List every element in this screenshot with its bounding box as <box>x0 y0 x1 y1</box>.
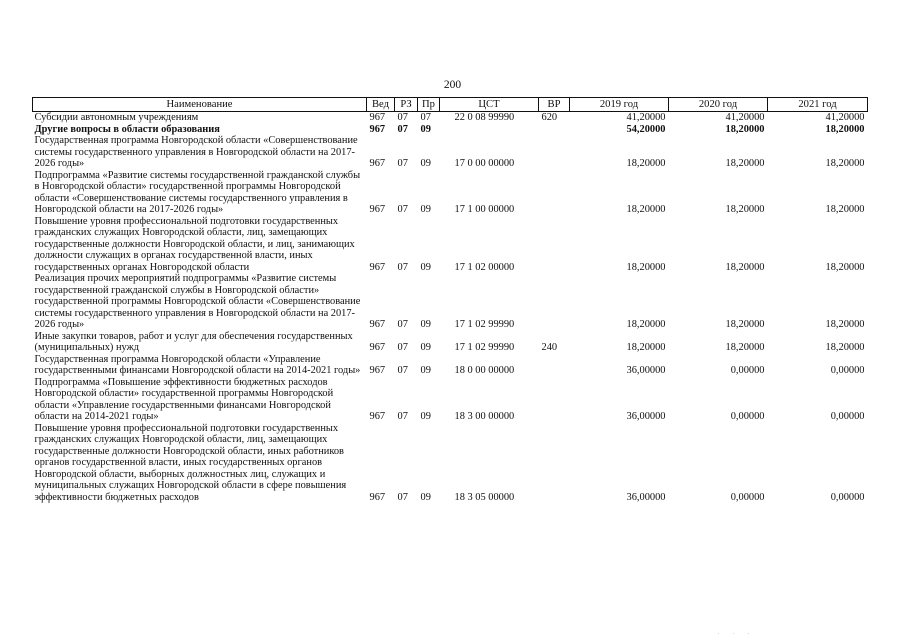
row-pr-cell: 09 <box>420 411 431 422</box>
row-2021-cell: 18,20000 <box>825 342 865 353</box>
row-pr-cell: 09 <box>420 261 431 273</box>
row-vr-cell <box>539 354 570 377</box>
row-name-cell: Субсидии автономным учреждениям <box>34 112 199 123</box>
row-rz-cell: 07 <box>397 411 408 422</box>
table-row <box>33 331 868 354</box>
row-name-cell: Подпрограмма «Повышение эффективности бюджетных расходов Новгородской области» государственной программы Новгородской области «Управление государственными финансами Новгородской области на 2014-2021 годы» <box>34 376 334 422</box>
row-cst-cell: 18 0 00 00000 <box>454 365 515 376</box>
row-2021-cell: 18,20000 <box>825 319 865 330</box>
row-2019-cell: 18,20000 <box>626 204 666 215</box>
page-number: 200 <box>443 79 462 91</box>
row-2021-cell: 0,00000 <box>830 365 865 376</box>
row-vr-cell <box>539 216 570 274</box>
header-vr: ВР <box>539 98 570 112</box>
table-body <box>33 112 868 504</box>
row-pr-cell: 09 <box>420 123 431 135</box>
row-2020-cell: 0,00000 <box>730 411 765 422</box>
header-rz: РЗ <box>395 98 418 112</box>
row-name-cell: Реализация прочих мероприятий подпрограммы «Развитие системы государственной гражданской службы в Новгородской области» государственной программы Новгородской области «Совершенствование системы государственного управления в Новгородской области на 2017-2026 годы» <box>34 273 361 330</box>
row-2021-cell: 18,20000 <box>825 123 865 135</box>
header-2019: 2019 год <box>570 98 669 112</box>
row-2019-cell: 41,20000 <box>626 112 666 123</box>
row-cst-cell: 17 1 00 00000 <box>454 204 515 215</box>
table-row <box>33 354 868 377</box>
header-cst: ЦСТ <box>440 98 539 112</box>
budget-table <box>32 97 868 503</box>
row-2020-cell: 0,00000 <box>730 491 765 503</box>
row-vr-cell <box>539 124 570 136</box>
row-rz-cell: 07 <box>397 123 408 135</box>
table-row <box>33 135 868 170</box>
row-2019-cell: 18,20000 <box>626 261 666 273</box>
row-name-cell: Государственная программа Новгородской области «Управление государственными финансами Новгородской области на 2014-2021 годы» <box>34 353 361 376</box>
header-2020: 2020 год <box>669 98 768 112</box>
table-row <box>33 273 868 331</box>
row-ved-cell: 967 <box>369 158 386 169</box>
row-ved-cell: 967 <box>369 491 386 503</box>
row-cst-cell <box>440 124 539 136</box>
row-name-cell: Повышение уровня профессиональной подготовки государственных гражданских служащих Новгородской области, лиц, замещающих государственные должности Новгородской области, и лиц, занимающих должности служащих в органах государственной власти, иных государственных органах Новгородской области <box>34 215 355 273</box>
row-rz-cell: 07 <box>397 158 408 169</box>
row-cst-cell: 17 1 02 99990 <box>454 342 515 353</box>
row-2020-cell: 18,20000 <box>725 158 765 169</box>
row-cst-cell: 17 0 00 00000 <box>454 158 515 169</box>
row-cst-cell: 18 3 00 00000 <box>454 411 515 422</box>
row-2020-cell: 18,20000 <box>725 342 765 353</box>
row-ved-cell: 967 <box>369 123 386 135</box>
row-ved-cell: 967 <box>369 204 386 215</box>
row-2021-cell: 18,20000 <box>825 261 865 273</box>
header-name: Наименование <box>33 98 367 112</box>
row-ved-cell: 967 <box>369 411 386 422</box>
row-vr-cell <box>539 423 570 504</box>
row-2019-cell: 36,00000 <box>626 491 666 503</box>
row-2019-cell: 18,20000 <box>626 319 666 330</box>
row-2021-cell: 0,00000 <box>830 411 865 422</box>
row-name-cell: Другие вопросы в области образования <box>34 123 220 135</box>
row-ved-cell: 967 <box>369 112 386 123</box>
row-2019-cell: 36,00000 <box>626 411 666 422</box>
table-row <box>33 423 868 504</box>
row-vr-cell <box>539 135 570 170</box>
row-pr-cell: 09 <box>420 342 431 353</box>
row-rz-cell: 07 <box>397 365 408 376</box>
header-2021: 2021 год <box>768 98 868 112</box>
row-2021-cell: 18,20000 <box>825 158 865 169</box>
row-2021-cell: 41,20000 <box>825 112 865 123</box>
row-name-cell: Повышение уровня профессиональной подготовки государственных гражданских служащих Новгородской области, лиц, замещающих государственные должности Новгородской области, иных работников органов государственной власти, иных государственных органов Новгородской области, выборных должностных лиц, служащих и муниципальных служащих Новгородской области в сфере повышения эффективности бюджетных расходов <box>34 422 347 503</box>
row-pr-cell: 09 <box>420 204 431 215</box>
row-ved-cell: 967 <box>369 342 386 353</box>
row-pr-cell: 07 <box>420 112 431 123</box>
row-name-cell: Государственная программа Новгородской области «Совершенствование системы государственного управления в Новгородской области на 2017-2026 годы» <box>34 135 358 169</box>
table-row <box>33 124 868 136</box>
row-rz-cell: 07 <box>397 319 408 330</box>
row-rz-cell: 07 <box>397 112 408 123</box>
row-2020-cell: 18,20000 <box>725 319 765 330</box>
row-pr-cell: 09 <box>420 158 431 169</box>
header-ved: Вед <box>367 98 395 112</box>
row-2019-cell: 18,20000 <box>626 342 666 353</box>
row-rz-cell: 07 <box>397 261 408 273</box>
row-pr-cell: 09 <box>420 365 431 376</box>
row-vr-cell <box>539 377 570 423</box>
row-2019-cell: 54,20000 <box>626 123 666 135</box>
row-ved-cell: 967 <box>369 365 386 376</box>
table-row <box>33 112 868 124</box>
row-2019-cell: 36,00000 <box>626 365 666 376</box>
row-name-cell: Подпрограмма «Развитие системы государственной гражданской службы в Новгородской области» государственной программы Новгородской области «Совершенствование системы государственного управления в Новгородской области на 2017-2026 годы» <box>34 169 361 215</box>
row-ved-cell: 967 <box>369 261 386 273</box>
row-2019-cell: 18,20000 <box>626 158 666 169</box>
row-rz-cell: 07 <box>397 491 408 503</box>
row-ved-cell: 967 <box>369 319 386 330</box>
row-rz-cell: 07 <box>397 204 408 215</box>
row-2021-cell: 0,00000 <box>830 491 865 503</box>
row-cst-cell: 17 1 02 99990 <box>454 319 515 330</box>
row-2020-cell: 18,20000 <box>725 261 765 273</box>
row-2020-cell: 0,00000 <box>730 365 765 376</box>
row-2020-cell: 18,20000 <box>725 204 765 215</box>
header-pr: Пр <box>418 98 440 112</box>
row-rz-cell: 07 <box>397 342 408 353</box>
row-cst-cell: 22 0 08 99990 <box>454 112 515 123</box>
row-cst-cell: 17 1 02 00000 <box>454 261 515 273</box>
row-2020-cell: 18,20000 <box>725 123 765 135</box>
row-pr-cell: 09 <box>420 491 431 503</box>
row-vr-cell <box>539 170 570 216</box>
row-vr-cell: 620 <box>541 112 558 123</box>
scan-artifact: . . . <box>717 630 755 636</box>
row-vr-cell: 240 <box>541 342 558 353</box>
row-pr-cell: 09 <box>420 319 431 330</box>
row-vr-cell <box>539 273 570 331</box>
table-header <box>33 98 868 112</box>
row-name-cell: Иные закупки товаров, работ и услуг для обеспечения государственных (муниципальных) нужд <box>34 330 353 353</box>
table-row <box>33 377 868 423</box>
row-2021-cell: 18,20000 <box>825 204 865 215</box>
table-row <box>33 216 868 274</box>
row-cst-cell: 18 3 05 00000 <box>454 491 515 503</box>
row-2020-cell: 41,20000 <box>725 112 765 123</box>
table-row <box>33 170 868 216</box>
